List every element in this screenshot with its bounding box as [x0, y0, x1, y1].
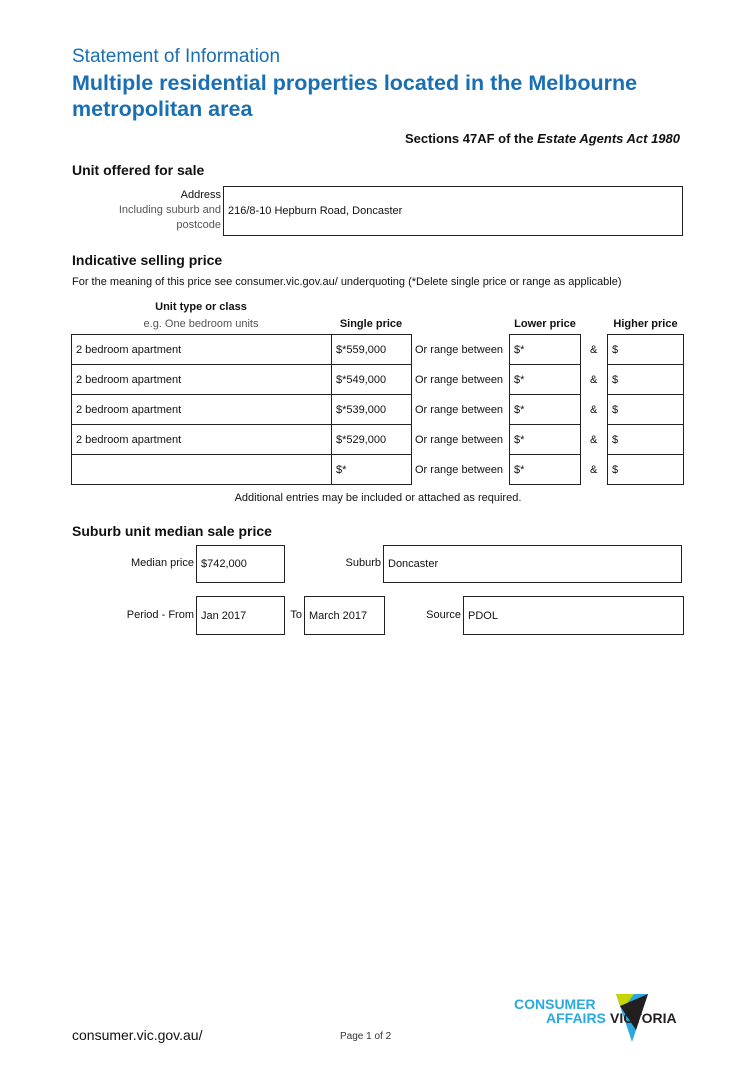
period-to-label: To [290, 609, 302, 621]
act-name: Estate Agents Act 1980 [537, 131, 680, 146]
single-price-cell[interactable]: $*559,000 [331, 334, 412, 365]
higher-price-cell[interactable]: $ [607, 424, 684, 455]
lower-price-cell[interactable]: $* [509, 454, 581, 485]
median-price-label: Median price [131, 557, 194, 569]
single-price-cell[interactable]: $*549,000 [331, 364, 412, 395]
logo-text-consumer: CONSUMER [514, 996, 596, 1012]
unit-type-cell[interactable]: 2 bedroom apartment [71, 334, 332, 365]
logo-triangle-icon [512, 990, 692, 1046]
unit-type-cell[interactable]: 2 bedroom apartment [71, 394, 332, 425]
act-reference [405, 131, 680, 146]
address-field[interactable]: 216/8-10 Hepburn Road, Doncaster [223, 186, 683, 236]
amp-label: & [590, 433, 598, 446]
address-label: Address [180, 189, 221, 201]
higher-price-cell[interactable]: $ [607, 394, 684, 425]
range-label: Or range between [415, 343, 504, 356]
col-header-unit-type: Unit type or class [155, 301, 247, 313]
range-label: Or range between [415, 403, 504, 416]
unit-type-cell[interactable] [71, 454, 332, 485]
amp-label: & [590, 403, 598, 416]
address-sublabel-1: Including suburb and [118, 204, 221, 216]
col-header-higher-price: Higher price [613, 318, 678, 330]
unit-type-cell[interactable]: 2 bedroom apartment [71, 424, 332, 455]
act-prefix: Sections 47AF of the [404, 131, 538, 146]
section-heading-unit-offered: Unit offered for sale [72, 162, 205, 178]
address-sublabel-2: postcode [176, 219, 221, 231]
suburb-label: Suburb [345, 557, 381, 569]
lower-price-cell[interactable]: $* [509, 364, 581, 395]
amp-label: & [590, 373, 598, 386]
address-label-group [72, 188, 221, 233]
document-subtitle: Statement of Information [72, 46, 281, 67]
single-price-cell[interactable]: $*529,000 [331, 424, 412, 455]
footer-url[interactable]: consumer.vic.gov.au/ [72, 1027, 203, 1043]
lower-price-cell[interactable]: $* [509, 424, 581, 455]
section-heading-indicative: Indicative selling price [72, 252, 223, 268]
range-label: Or range between [415, 433, 504, 446]
logo-text-affairs: AFFAIRS [546, 1010, 606, 1026]
col-header-lower-price: Lower price [514, 318, 576, 330]
range-label: Or range between [415, 373, 504, 386]
higher-price-cell[interactable]: $ [607, 334, 684, 365]
single-price-cell[interactable]: $* [331, 454, 412, 485]
indicative-note: For the meaning of this price see consumer.vic.gov.au/ underquoting (*Delete single price or range as applicable) [72, 276, 622, 288]
higher-price-cell[interactable]: $ [607, 454, 684, 485]
amp-label: & [590, 343, 598, 356]
unit-type-cell[interactable]: 2 bedroom apartment [71, 364, 332, 395]
consumer-affairs-victoria-logo [512, 990, 692, 1046]
logo-text-victoria: VICTORIA [610, 1010, 677, 1026]
range-label: Or range between [415, 463, 504, 476]
section-heading-median: Suburb unit median sale price [72, 523, 272, 539]
median-price-field[interactable]: $742,000 [196, 545, 285, 583]
document-title: Multiple residential properties located in the Melbourne metropolitan area [72, 71, 638, 121]
period-to-field[interactable]: March 2017 [304, 596, 385, 635]
lower-price-cell[interactable]: $* [509, 394, 581, 425]
lower-price-cell[interactable]: $* [509, 334, 581, 365]
suburb-field[interactable]: Doncaster [383, 545, 682, 583]
period-from-field[interactable]: Jan 2017 [196, 596, 285, 635]
additional-entries-note: Additional entries may be included or attached as required. [234, 492, 522, 504]
col-header-single-price: Single price [339, 318, 403, 330]
single-price-cell[interactable]: $*539,000 [331, 394, 412, 425]
page-number: Page 1 of 2 [340, 1031, 392, 1042]
col-header-unit-example: e.g. One bedroom units [143, 318, 259, 330]
source-label: Source [426, 609, 461, 621]
amp-label: & [590, 463, 598, 476]
higher-price-cell[interactable]: $ [607, 364, 684, 395]
source-field[interactable]: PDOL [463, 596, 684, 635]
period-from-label: Period - From [126, 609, 194, 621]
